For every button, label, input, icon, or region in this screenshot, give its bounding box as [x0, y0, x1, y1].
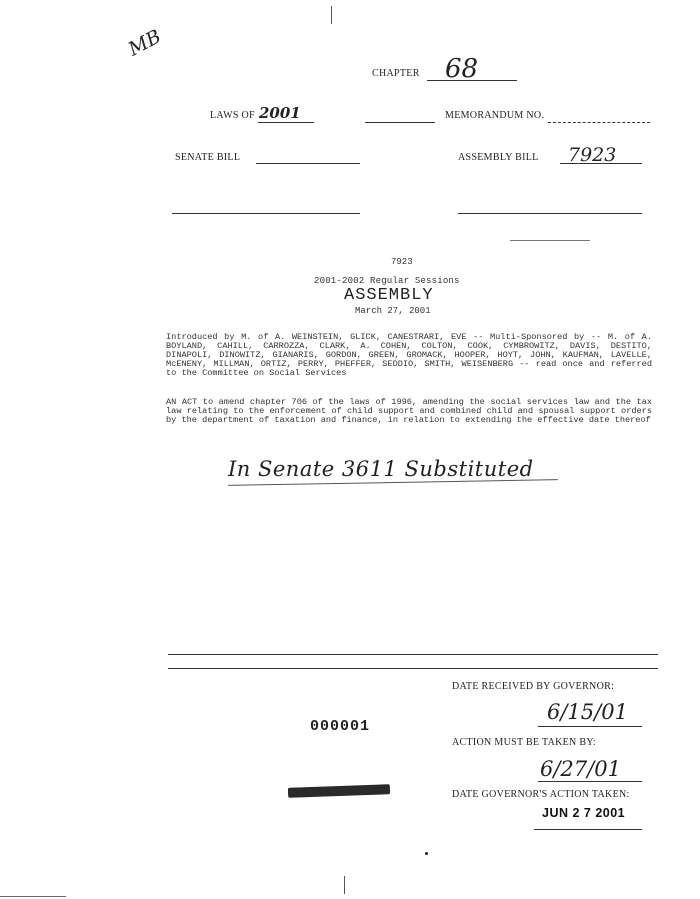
sequence-number: 000001: [310, 718, 371, 735]
blank-line-right: [458, 213, 642, 214]
senate-bill-line: [256, 163, 360, 164]
assembly-bill-line: [560, 163, 642, 164]
scan-mark-corner: [0, 896, 66, 897]
laws-of-line: [258, 122, 314, 123]
action-deadline-label: ACTION MUST BE TAKEN BY:: [452, 737, 597, 748]
memorandum-line: [548, 122, 650, 123]
action-taken-line: [534, 829, 642, 830]
action-taken-stamp: JUN 2 7 2001: [542, 806, 626, 820]
separator-line-2: [168, 668, 658, 669]
laws-of-label: LAWS OF: [210, 110, 255, 121]
scan-mark-top: [331, 6, 332, 24]
action-deadline-line: [538, 781, 642, 782]
chapter-label: CHAPTER: [372, 68, 420, 79]
separator-line-1: [168, 654, 658, 655]
chapter-line: [427, 80, 517, 81]
session-text: 2001-2002 Regular Sessions: [314, 276, 460, 286]
act-paragraph: AN ACT to amend chapter 706 of the laws of 1996, amending the social services law and the tax law relating to the enforcement of child support and combined child and spousal support orders by the department of taxation and finance, in relation to extending the effective date thereof: [166, 397, 652, 425]
struck-number-mark: [288, 784, 390, 798]
action-taken-label: DATE GOVERNOR'S ACTION TAKEN:: [452, 789, 630, 800]
memorandum-label: MEMORANDUM NO.: [445, 110, 545, 121]
scan-mark-bottom: [344, 876, 345, 894]
assembly-bill-number: 7923: [568, 144, 617, 166]
blank-line-left: [172, 213, 360, 214]
senate-substitution-note: In Senate 3611 Substituted: [228, 457, 534, 481]
action-deadline-value: 6/27/01: [540, 757, 621, 781]
introduced-paragraph: Introduced by M. of A. WEINSTEIN, GLICK, CANESTRARI, EVE -- Multi-Sponsored by -- M. of A. BOYLAND, CAHILL, CARROZZA, CLARK, A. COHEN, COLTON, COOK, CYMBROWITZ, DAVIS, DESTITO, DINAPOLI, DINOWITZ, GIANARIS, GORDON, GREEN, GROMACK, HOOPER, HOYT, JOHN, KAUFMAN, LAVELLE, McENENY, MILLMAN, ORTIZ, PERRY, PHEFFER, SEDDIO, SMITH, WEISENBERG -- read once and referred to the Committee on Social Services: [166, 332, 652, 378]
handwritten-initials: MB: [124, 25, 165, 61]
house-title: ASSEMBLY: [344, 286, 434, 305]
memorandum-prefix-line: [365, 122, 435, 123]
bill-date: March 27, 2001: [355, 306, 431, 316]
blank-line-short: [510, 240, 590, 241]
date-received-label: DATE RECEIVED BY GOVERNOR:: [452, 681, 615, 692]
chapter-number: 68: [445, 54, 479, 84]
bill-number: 7923: [391, 257, 413, 267]
scan-dot: [425, 852, 428, 855]
senate-bill-label: SENATE BILL: [175, 152, 241, 163]
assembly-bill-label: ASSEMBLY BILL: [458, 152, 539, 163]
date-received-value: 6/15/01: [547, 700, 628, 724]
laws-year: 2001: [259, 104, 301, 122]
date-received-line: [538, 726, 642, 727]
